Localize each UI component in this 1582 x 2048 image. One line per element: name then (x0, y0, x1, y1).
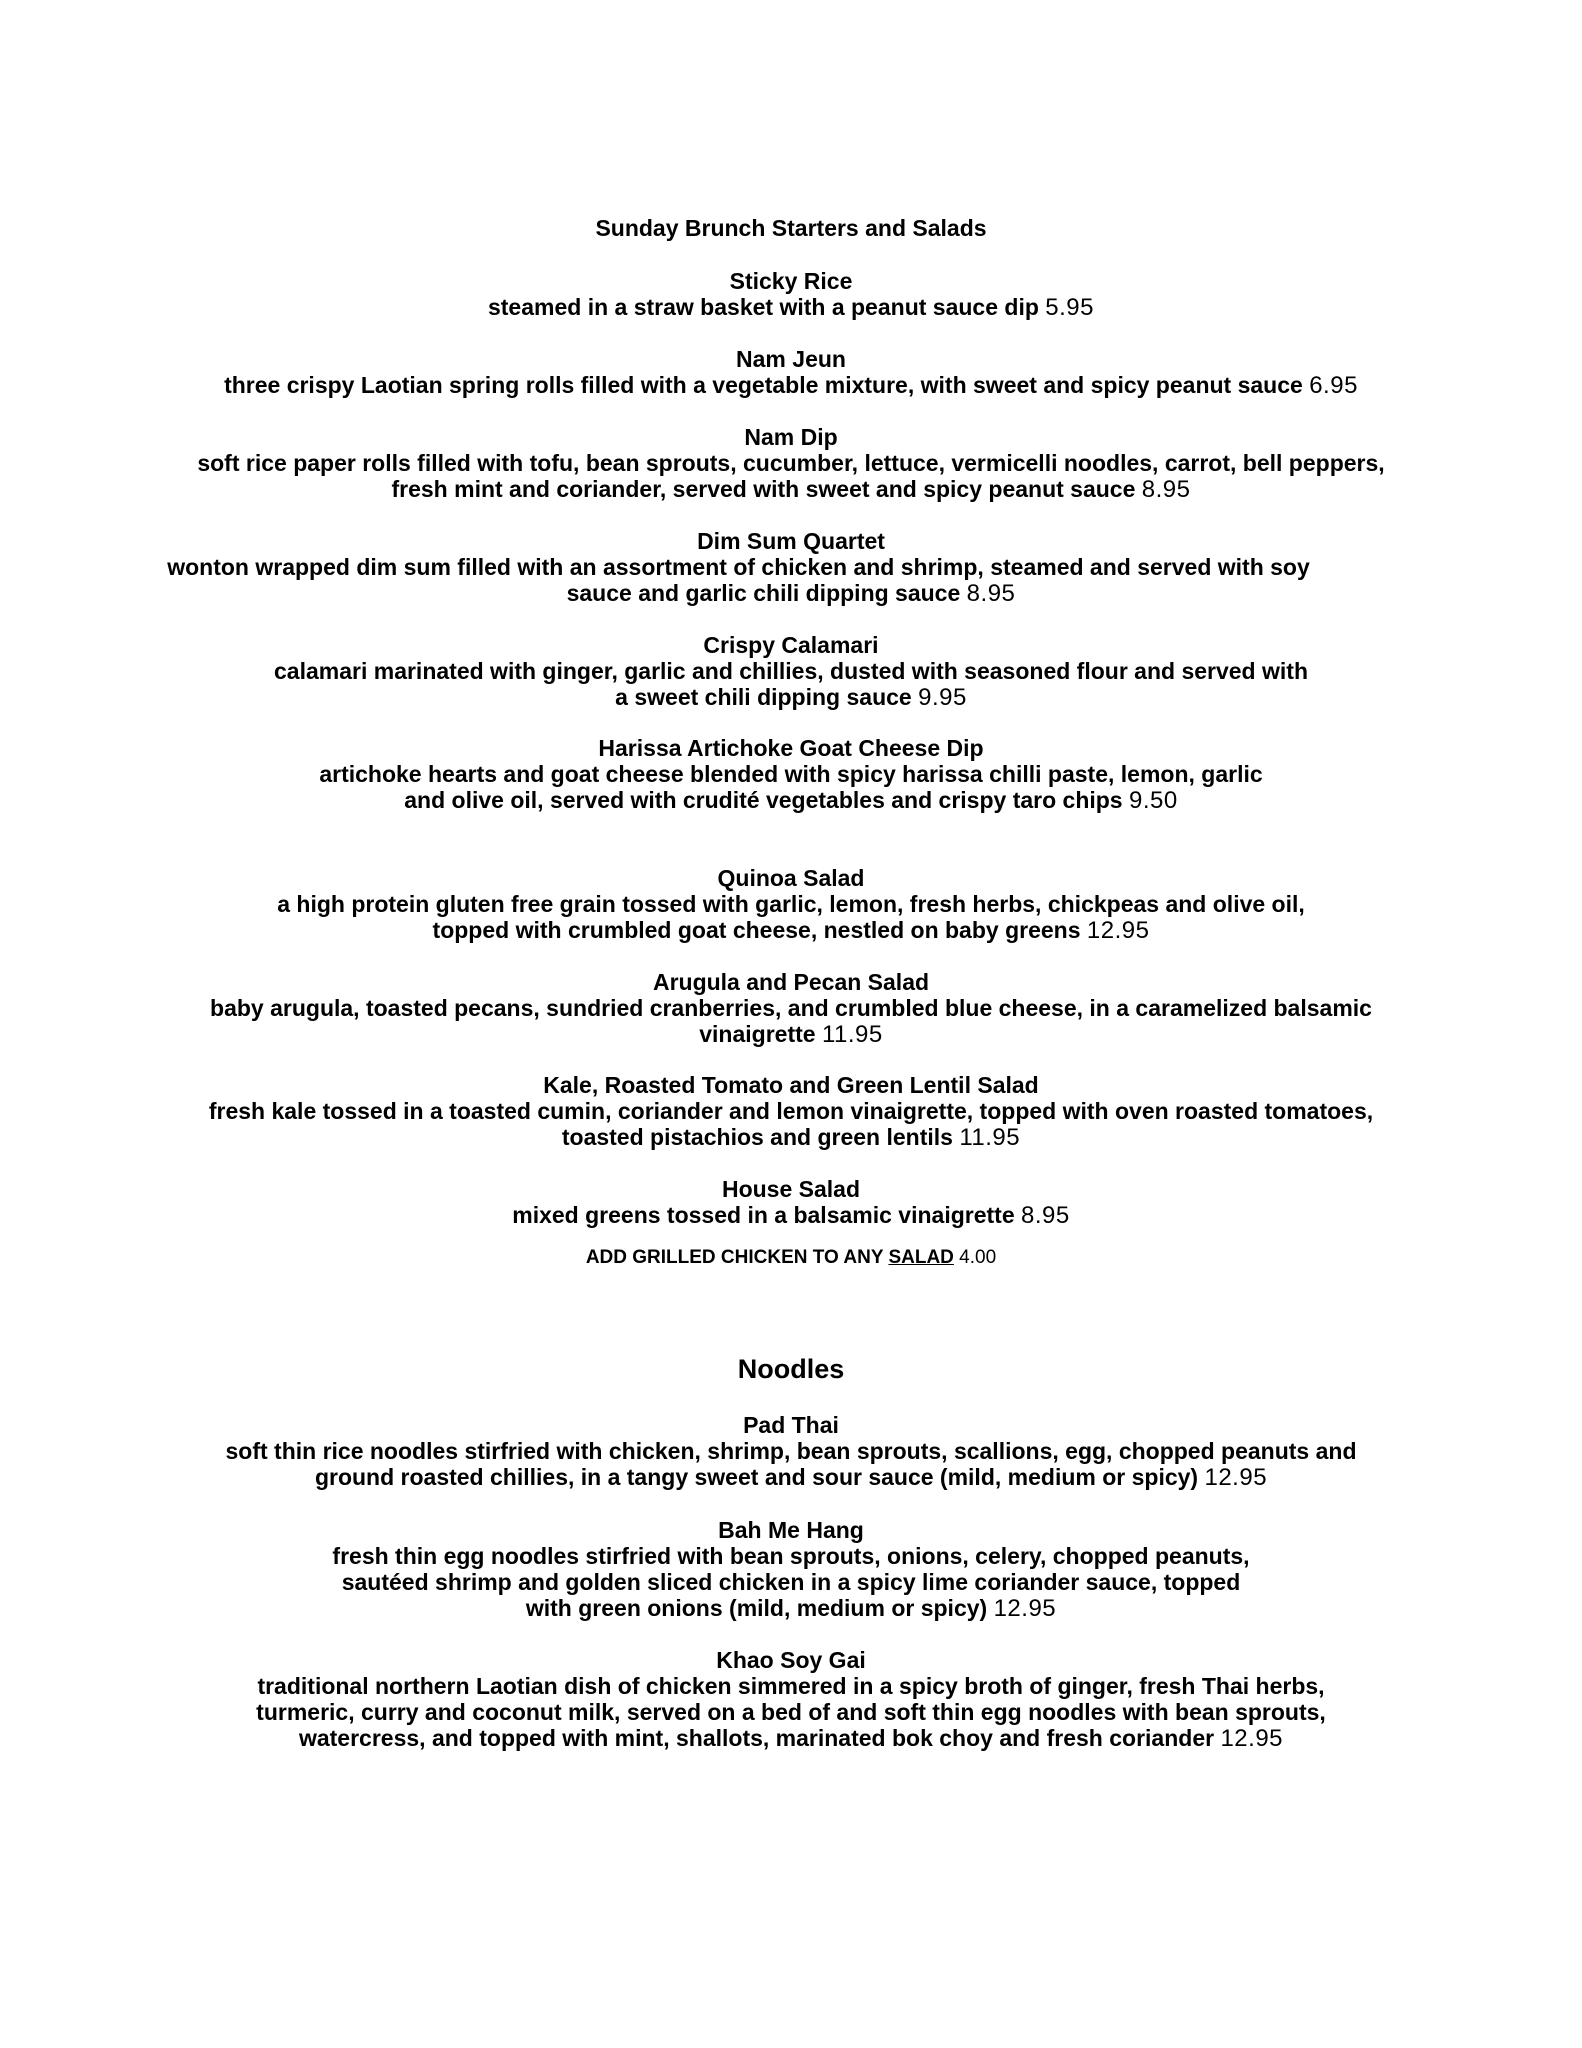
item-name: Bah Me Hang (718, 1517, 864, 1543)
description-line: a high protein gluten free grain tossed with garlic, lemon, fresh herbs, chickpeas and olive oil, (277, 891, 1305, 917)
item-price: 8.95 (966, 580, 1016, 607)
item-description (0, 450, 1582, 503)
note-underlined-word: SALAD (888, 1247, 954, 1268)
description-line: baby arugula, toasted pecans, sundried cranberries, and crumbled blue cheese, in a caramelized balsamic (210, 995, 1372, 1021)
starters-section-title: Sunday Brunch Starters and Salads (595, 215, 987, 241)
description-line: artichoke hearts and goat cheese blended with spicy harissa chilli paste, lemon, garlic (319, 761, 1263, 787)
description-line: a sweet chili dipping sauce 9.95 (615, 684, 967, 711)
menu-item-crispy-calamari (0, 632, 1582, 711)
item-price: 11.95 (959, 1124, 1021, 1151)
item-description (0, 372, 1582, 399)
item-price: 12.95 (1204, 1464, 1268, 1491)
item-name: Sticky Rice (729, 268, 853, 294)
item-price: 12.95 (1086, 917, 1150, 944)
description-line: ground roasted chillies, in a tangy sweet and sour sauce (mild, medium or spicy) 12.95 (314, 1464, 1268, 1491)
item-name: Pad Thai (743, 1412, 839, 1438)
menu-item-pad-thai (0, 1412, 1582, 1491)
item-description (0, 1673, 1582, 1752)
description-line: toasted pistachios and green lentils 11.95 (561, 1124, 1021, 1151)
item-price: 8.95 (1141, 476, 1191, 503)
description-line: soft thin rice noodles stirfried with chicken, shrimp, bean sprouts, scallions, egg, chopped peanuts and (225, 1438, 1357, 1464)
description-line: fresh mint and coriander, served with sweet and spicy peanut sauce 8.95 (391, 476, 1191, 503)
menu-item-bah-me-hang (0, 1517, 1582, 1622)
item-name: Quinoa Salad (717, 865, 865, 891)
item-price: 9.50 (1129, 787, 1178, 814)
item-price: 6.95 (1309, 372, 1358, 399)
description-line: sauce and garlic chili dipping sauce 8.95 (566, 580, 1016, 607)
menu-item-sticky-rice (0, 268, 1582, 321)
item-description (0, 554, 1582, 607)
item-name: Harissa Artichoke Goat Cheese Dip (598, 735, 984, 761)
menu-item-khao-soy-gai (0, 1647, 1582, 1752)
description-line: sautéed shrimp and golden sliced chicken in a spicy lime coriander sauce, topped (341, 1569, 1241, 1595)
item-price: 12.95 (1220, 1725, 1284, 1752)
item-description (0, 995, 1582, 1048)
menu-item-arugula-pecan-salad (0, 969, 1582, 1048)
menu-item-house-salad (0, 1176, 1582, 1229)
menu-item-nam-jeun (0, 346, 1582, 399)
item-name: Kale, Roasted Tomato and Green Lentil Salad (543, 1072, 1039, 1098)
item-description (0, 1543, 1582, 1622)
menu-item-harissa-artichoke-dip (0, 735, 1582, 814)
description-line: steamed in a straw basket with a peanut sauce dip 5.95 (487, 294, 1094, 321)
item-name: Crispy Calamari (703, 632, 879, 658)
description-line: topped with crumbled goat cheese, nestled on baby greens 12.95 (432, 917, 1150, 944)
noodles-section-title: Noodles (737, 1354, 845, 1384)
item-name: Khao Soy Gai (716, 1647, 866, 1673)
item-price: 9.95 (918, 684, 967, 711)
note-price: 4.00 (953, 1247, 997, 1268)
item-description (0, 1202, 1582, 1229)
description-line: traditional northern Laotian dish of chicken simmered in a spicy broth of ginger, fresh Thai herbs, (257, 1673, 1325, 1699)
menu-item-kale-lentil-salad (0, 1072, 1582, 1151)
description-line: vinaigrette 11.95 (699, 1021, 883, 1048)
add-chicken-note (0, 1247, 1582, 1269)
description-line: wonton wrapped dim sum filled with an assortment of chicken and shrimp, steamed and served with soy (167, 554, 1310, 580)
menu-item-nam-dip (0, 424, 1582, 503)
item-name: Nam Dip (744, 424, 838, 450)
description-line: watercress, and topped with mint, shallots, marinated bok choy and fresh coriander 12.95 (298, 1725, 1284, 1752)
item-price: 12.95 (993, 1595, 1057, 1622)
item-name: Nam Jeun (736, 346, 846, 372)
item-description (0, 1438, 1582, 1491)
item-description (0, 761, 1582, 814)
item-name: House Salad (721, 1176, 861, 1202)
item-price: 5.95 (1045, 294, 1094, 321)
note-text: ADD GRILLED CHICKEN TO ANY (585, 1247, 889, 1268)
item-description (0, 658, 1582, 711)
item-description (0, 1098, 1582, 1151)
menu-item-quinoa-salad (0, 865, 1582, 944)
item-price: 11.95 (821, 1021, 883, 1048)
description-line: fresh thin egg noodles stirfried with bean sprouts, onions, celery, chopped peanuts, (332, 1543, 1250, 1569)
item-name: Dim Sum Quartet (697, 528, 885, 554)
description-line: turmeric, curry and coconut milk, served on a bed of and soft thin egg noodles with bean sprouts, (256, 1699, 1326, 1725)
item-description (0, 294, 1582, 321)
item-description (0, 891, 1582, 944)
description-line: and olive oil, served with crudité vegetables and crispy taro chips 9.50 (404, 787, 1178, 814)
description-line: soft rice paper rolls filled with tofu, bean sprouts, cucumber, lettuce, vermicelli noodles, carrot, bell peppers, (197, 450, 1385, 476)
description-line: mixed greens tossed in a balsamic vinaigrette 8.95 (512, 1202, 1070, 1229)
description-line: with green onions (mild, medium or spicy) 12.95 (525, 1595, 1057, 1622)
menu-item-dim-sum-quartet (0, 528, 1582, 607)
description-line: three crispy Laotian spring rolls filled with a vegetable mixture, with sweet and spicy peanut sauce 6.95 (224, 372, 1358, 399)
item-price: 8.95 (1021, 1202, 1070, 1229)
description-line: calamari marinated with ginger, garlic and chillies, dusted with seasoned flour and served with (274, 658, 1308, 684)
item-name: Arugula and Pecan Salad (652, 969, 930, 995)
description-line: fresh kale tossed in a toasted cumin, coriander and lemon vinaigrette, topped with oven roasted tomatoes, (208, 1098, 1374, 1124)
